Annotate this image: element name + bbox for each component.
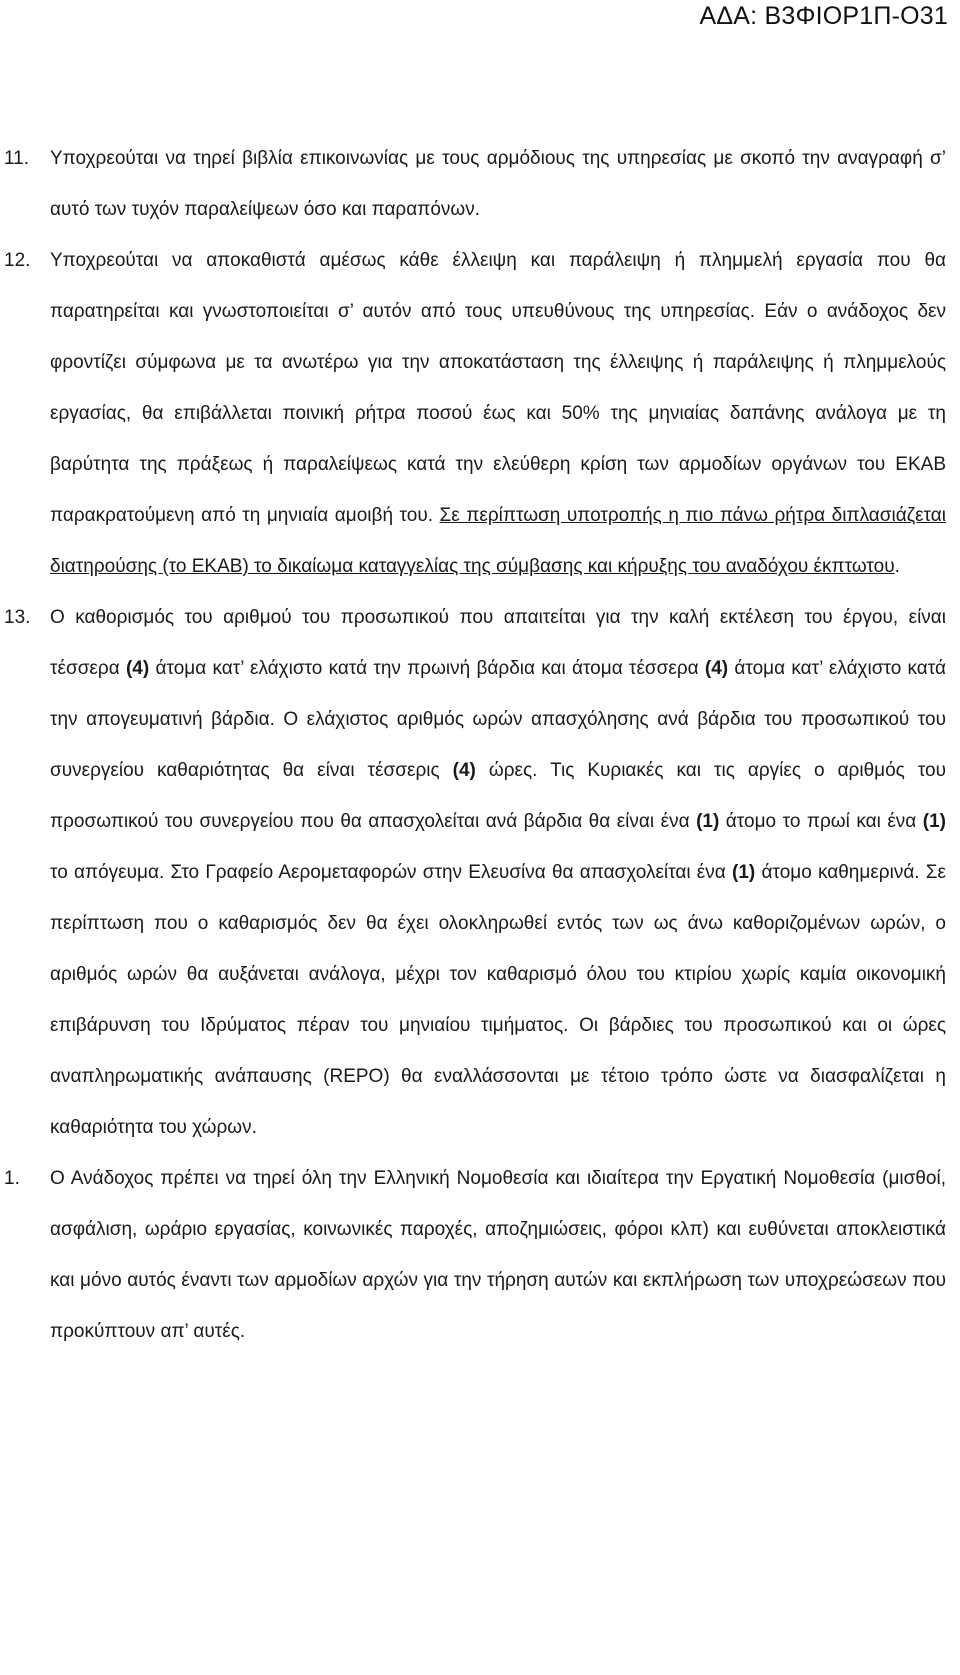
item-text: άτομο το πρωί και ένα	[725, 811, 917, 832]
list-item-1	[0, 1153, 960, 1357]
document-body	[0, 133, 960, 1357]
item-text: Ο καθορισμός του αριθμού του προσωπικού που απαιτείται για την καλή εκτέλεση του έργου, είναι τέσσερα	[50, 607, 946, 679]
list-item-11	[0, 133, 960, 235]
item-text-end: .	[894, 556, 900, 577]
item-text: άτομα κατ’ ελάχιστο κατά την απογευματινή βάρδια. Ο ελάχιστος αριθμός ωρών απασχόλησης ανά βάρδια του προσωπικού του συνεργείου καθαριότητας θα είναι τέσσερις	[50, 658, 947, 781]
bold-count: (4)	[452, 760, 476, 781]
item-text: Υποχρεούται να τηρεί βιβλία επικοινωνίας με τους αρμόδιους της υπηρεσίας με σκοπό την αναγραφή σ’ αυτό των τυχόν παραλείψεων όσο και παραπόνων.	[50, 148, 946, 220]
document-code: ΑΔΑ: Β3ΦΙΟΡ1Π-Ο31	[699, 2, 948, 30]
item-text: το απόγευμα. Στο Γραφείο Αερομεταφορών στην Ελευσίνα θα απασχολείται ένα	[50, 862, 726, 883]
bold-count: (4)	[125, 658, 150, 679]
item-text: άτομα κατ’ ελάχιστο κατά την πρωινή βάρδια και άτομα τέσσερα	[155, 658, 699, 679]
item-text: ώρες. Τις Κυριακές και τις αργίες ο αριθμός του προσωπικού του συνεργείου που θα απασχολείται ανά βάρδια θα είναι ένα	[50, 760, 947, 832]
item-text: Υποχρεούται να αποκαθιστά αμέσως κάθε έλλειψη και παράλειψη ή πλημμελή εργασία που θα παρατηρείται και γνωστοποιείται σ’ αυτόν από τους υπευθύνους της υπηρεσίας. Εάν ο ανάδοχος δεν φροντίζει σύμφωνα με τα ανωτέρω για την αποκατάσταση της έλλειψης ή παράλειψης ή πλημμελούς εργασίας, θα επιβάλλεται ποινική ρήτρα ποσού έως και 50% της μηνιαίας δαπάνης ανάλογα με τη βαρύτητα της πράξεως ή παραλείψεως κατά την ελεύθερη κρίση των αρμοδίων οργάνων του ΕΚΑΒ παρακρατούμενη από τη μηνιαία αμοιβή του.	[50, 250, 946, 526]
bold-count: (1)	[732, 862, 756, 883]
list-item-13	[0, 592, 960, 1153]
item-number: 13.	[4, 607, 31, 628]
bold-count: (1)	[696, 811, 720, 832]
item-text: Ο Ανάδοχος πρέπει να τηρεί όλη την Ελληνική Νομοθεσία και ιδιαίτερα την Εργατική Νομοθεσία (μισθοί, ασφάλιση, ωράριο εργασίας, κοινωνικές παροχές, αποζημιώσεις, φόροι κλπ) και ευθύνεται αποκλειστικά και μόνο αυτός έναντι των αρμοδίων αρχών για την τήρηση αυτών και εκπλήρωση των υποχρεώσεων που προκύπτουν απ’ αυτές.	[50, 1168, 946, 1342]
bold-count: (1)	[922, 811, 947, 832]
item-number: 1.	[4, 1168, 20, 1189]
list-item-12	[0, 235, 960, 592]
item-text: άτομο καθημερινά. Σε περίπτωση που ο καθαρισμός δεν θα έχει ολοκληρωθεί εντός των ως άνω καθοριζομένων ωρών, ο αριθμός ωρών θα αυξάνεται ανάλογα, μέχρι τον καθαρισμό όλου του κτιρίου χωρίς καμία οικονομική επιβάρυνση του Ιδρύματος πέραν του μηνιαίου τιμήματος. Οι βάρδιες του προσωπικού και οι ώρες αναπληρωματικής ανάπαυσης (REPO) θα εναλλάσσονται με τέτοιο τρόπο ώστε να διασφαλίζεται η καθαριότητα του χώρων.	[50, 862, 947, 1138]
item-number: 12.	[4, 250, 31, 271]
item-number: 11.	[4, 148, 30, 169]
bold-count: (4)	[704, 658, 729, 679]
underlined-clause: Σε περίπτωση υποτροπής η πιο πάνω ρήτρα διπλασιάζεται διατηρούσης (το ΕΚΑΒ) το δικαίωμα καταγγελίας της σύμβασης και κήρυξης του αναδόχου έκπτωτου	[50, 505, 946, 577]
